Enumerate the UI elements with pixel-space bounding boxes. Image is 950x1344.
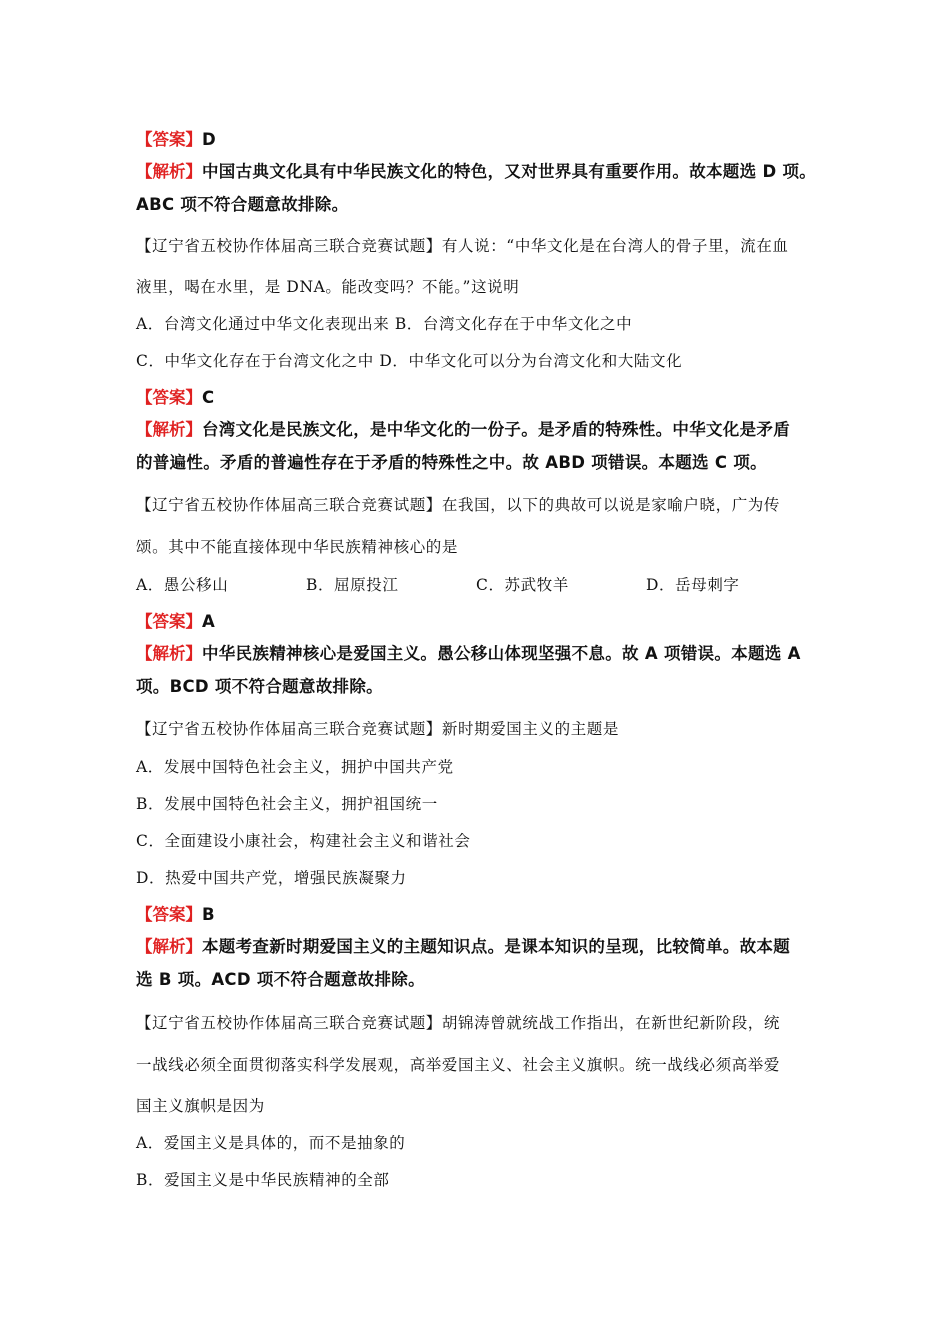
question-text: 【辽宁省五校协作体届高三联合竞赛试题】有人说：“中华文化是在台湾人的骨子里，流在血: [136, 237, 789, 255]
analysis-text: 中国古典文化具有中华民族文化的特色，又对世界具有重要作用。故本题选 D 项。: [202, 162, 817, 181]
analysis-text: 中华民族精神核心是爱国主义。愚公移山体现坚强不息。故 A 项错误。本题选 A: [202, 644, 801, 663]
option-b: B．屈原投江: [306, 576, 399, 594]
question-text: 【辽宁省五校协作体届高三联合竞赛试题】胡锦涛曾就统战工作指出，在新世纪新阶段，统: [136, 1014, 781, 1032]
answer-tag: 【答案】: [136, 388, 202, 407]
analysis-text: 台湾文化是民族文化，是中华文化的一份子。是矛盾的特殊性。中华文化是矛盾: [202, 420, 790, 439]
answer-value: C: [202, 388, 215, 407]
answer-value: B: [202, 905, 215, 924]
option-c: C．苏武牧羊: [476, 576, 569, 594]
question-text: 【辽宁省五校协作体届高三联合竞赛试题】新时期爱国主义的主题是: [136, 720, 620, 738]
option-line: B．发展中国特色社会主义，拥护祖国统一: [136, 795, 438, 813]
answer-tag: 【答案】: [136, 612, 202, 631]
option-a: A．愚公移山: [136, 576, 229, 594]
answer-line: [136, 608, 215, 632]
analysis-text: 选 B 项。ACD 项不符合题意故排除。: [136, 970, 425, 989]
answer-tag: 【答案】: [136, 130, 202, 149]
question-text: 一战线必须全面贯彻落实科学发展观，高举爱国主义、社会主义旗帜。统一战线必须高举爱: [136, 1056, 781, 1074]
analysis-text: 项。BCD 项不符合题意故排除。: [136, 677, 383, 696]
option-line: A．爱国主义是具体的，而不是抽象的: [136, 1134, 406, 1152]
question-text: 液里，喝在水里，是 DNA。能改变吗？不能。”这说明: [136, 278, 520, 296]
option-line: B．爱国主义是中华民族精神的全部: [136, 1171, 390, 1189]
analysis-text: ABC 项不符合题意故排除。: [136, 195, 349, 214]
option-line: D．热爱中国共产党，增强民族凝聚力: [136, 869, 407, 887]
option-line: A．发展中国特色社会主义，拥护中国共产党: [136, 758, 454, 776]
option-line: A．台湾文化通过中华文化表现出来 B．台湾文化存在于中华文化之中: [136, 315, 633, 333]
analysis-tag: 【解析】: [136, 644, 202, 663]
answer-line: [136, 901, 215, 925]
question-text: 颂。其中不能直接体现中华民族精神核心的是: [136, 538, 459, 556]
analysis-line: [136, 933, 790, 957]
analysis-line: [136, 416, 790, 440]
analysis-line: [136, 158, 816, 182]
option-line: [136, 573, 740, 595]
option-d: D．岳母刺字: [646, 576, 740, 594]
answer-line: [136, 126, 216, 150]
analysis-tag: 【解析】: [136, 420, 202, 439]
answer-tag: 【答案】: [136, 905, 202, 924]
answer-line: [136, 384, 214, 408]
option-line: C．中华文化存在于台湾文化之中 D．中华文化可以分为台湾文化和大陆文化: [136, 352, 683, 370]
question-text: 国主义旗帜是因为: [136, 1097, 265, 1115]
analysis-tag: 【解析】: [136, 162, 202, 181]
answer-value: D: [202, 130, 216, 149]
analysis-tag: 【解析】: [136, 937, 202, 956]
analysis-line: [136, 640, 801, 664]
analysis-text: 本题考查新时期爱国主义的主题知识点。是课本知识的呈现，比较简单。故本题: [202, 937, 790, 956]
analysis-text: 的普遍性。矛盾的普遍性存在于矛盾的特殊性之中。故 ABD 项错误。本题选 C 项。: [136, 453, 767, 472]
question-text: 【辽宁省五校协作体届高三联合竞赛试题】在我国，以下的典故可以说是家喻户晓，广为传: [136, 496, 781, 514]
option-line: C．全面建设小康社会，构建社会主义和谐社会: [136, 832, 471, 850]
answer-value: A: [202, 612, 216, 631]
